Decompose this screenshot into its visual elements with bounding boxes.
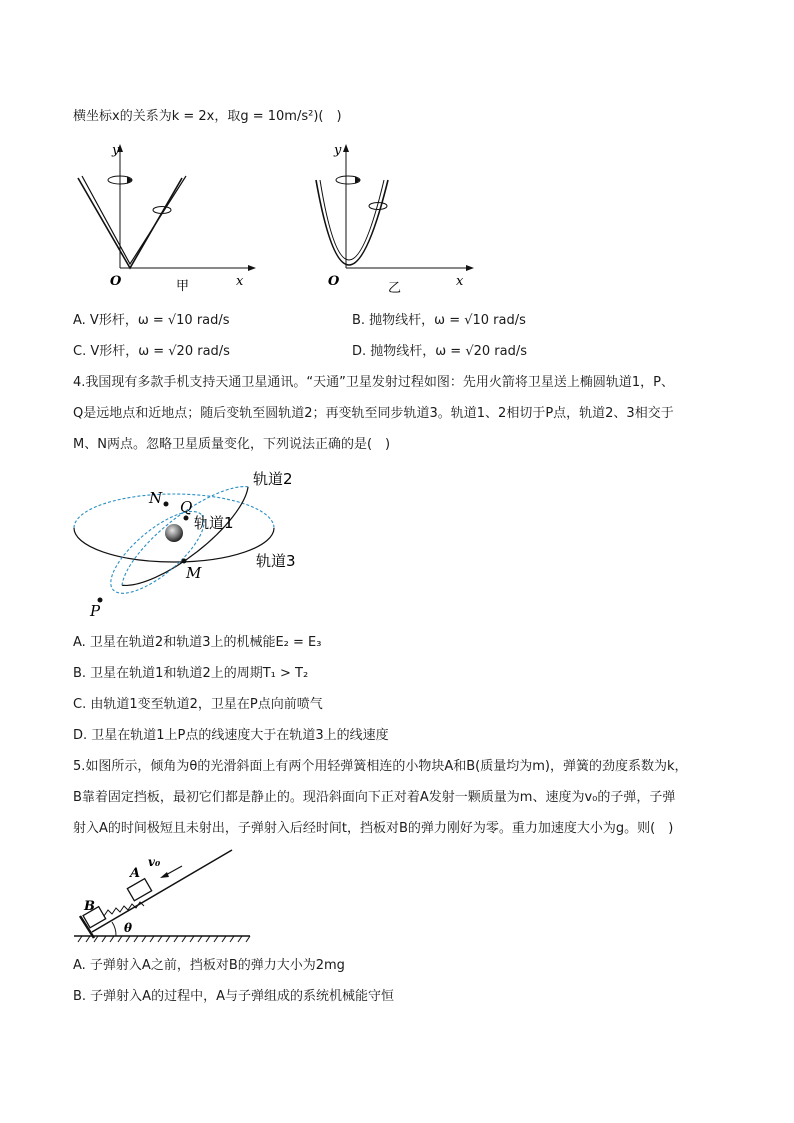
q4-option-a[interactable]: A. 卫星在轨道2和轨道3上的机械能E₂ = E₃ [73,635,322,650]
orbit-2-label: 轨道2 [253,470,293,488]
q5-stem-line-2: B靠着固定挡板，最初它们都是静止的。现沿斜面向下正对着A发射一颗质量为m、速度为v₀的子弹，子弹 [73,790,676,805]
point-q-label: Q [180,498,193,516]
point-n-label: N [149,489,163,507]
q3-option-d[interactable]: D. 抛物线杆，ω = √20 rad/s [352,344,527,359]
origin-label-2: O [328,274,340,289]
figure-jia-label: 甲 [176,279,190,294]
figure-parabola-rod [308,140,508,296]
q3-question-tail: 横坐标x的关系为k = 2x，取g = 10m/s²)( ) [73,109,342,124]
q5-option-b[interactable]: B. 子弹射入A的过程中，A与子弹组成的系统机械能守恒 [73,989,394,1004]
q4-stem-line-3: M、N两点。忽略卫星质量变化，下列说法正确的是( ) [73,437,391,452]
q4-option-d[interactable]: D. 卫星在轨道1上P点的线速度大于在轨道3上的线速度 [73,728,389,743]
q3-option-c[interactable]: C. V形杆，ω = √20 rad/s [73,344,230,359]
axis-y-label-2: y [334,143,342,158]
q4-option-c[interactable]: C. 由轨道1变至轨道2，卫星在P点向前喷气 [73,697,323,712]
block-a-label: A [130,866,141,881]
theta-label: θ [124,921,133,935]
figure-v-rod [70,140,270,294]
point-p-label: P [90,602,101,620]
figure-incline [72,846,262,946]
axis-x-label-2: x [456,274,464,289]
origin-label: O [110,274,122,289]
q5-option-a[interactable]: A. 子弹射入A之前，挡板对B的弹力大小为2mg [73,958,345,973]
q4-stem-line-2: Q是远地点和近地点；随后变轨至圆轨道2；再变轨至同步轨道3。轨道1、2相切于P点，轨道2、3相交于 [73,406,674,421]
axis-y-label: y [112,143,120,158]
axis-x-label: x [236,274,244,289]
q4-option-b[interactable]: B. 卫星在轨道1和轨道2上的周期T₁ > T₂ [73,666,309,681]
v0-label: v₀ [148,855,161,869]
q3-option-a[interactable]: A. V形杆，ω = √10 rad/s [73,313,230,328]
point-m-label: M [186,564,202,582]
q5-stem-line-3: 射入A的时间极短且未射出，子弹射入后经时间t，挡板对B的弹力刚好为零。重力加速度大小为g。则( ) [73,821,674,836]
figure-yi-label: 乙 [388,281,402,296]
figure-orbits [70,466,310,622]
block-b-label: B [84,899,95,914]
orbit-3-label: 轨道3 [256,552,296,570]
q4-stem-line-1: 4.我国现有多款手机支持天通卫星通讯。“天通”卫星发射过程如图：先用火箭将卫星送上椭圆轨道1，P、 [73,375,674,390]
q3-option-b[interactable]: B. 抛物线杆，ω = √10 rad/s [352,313,526,328]
q5-stem-line-1: 5.如图所示，倾角为θ的光滑斜面上有两个用轻弹簧相连的小物块A和B(质量均为m)，弹簧的劲度系数为k， [73,759,688,774]
orbit-1-label: 轨道1 [194,514,234,532]
